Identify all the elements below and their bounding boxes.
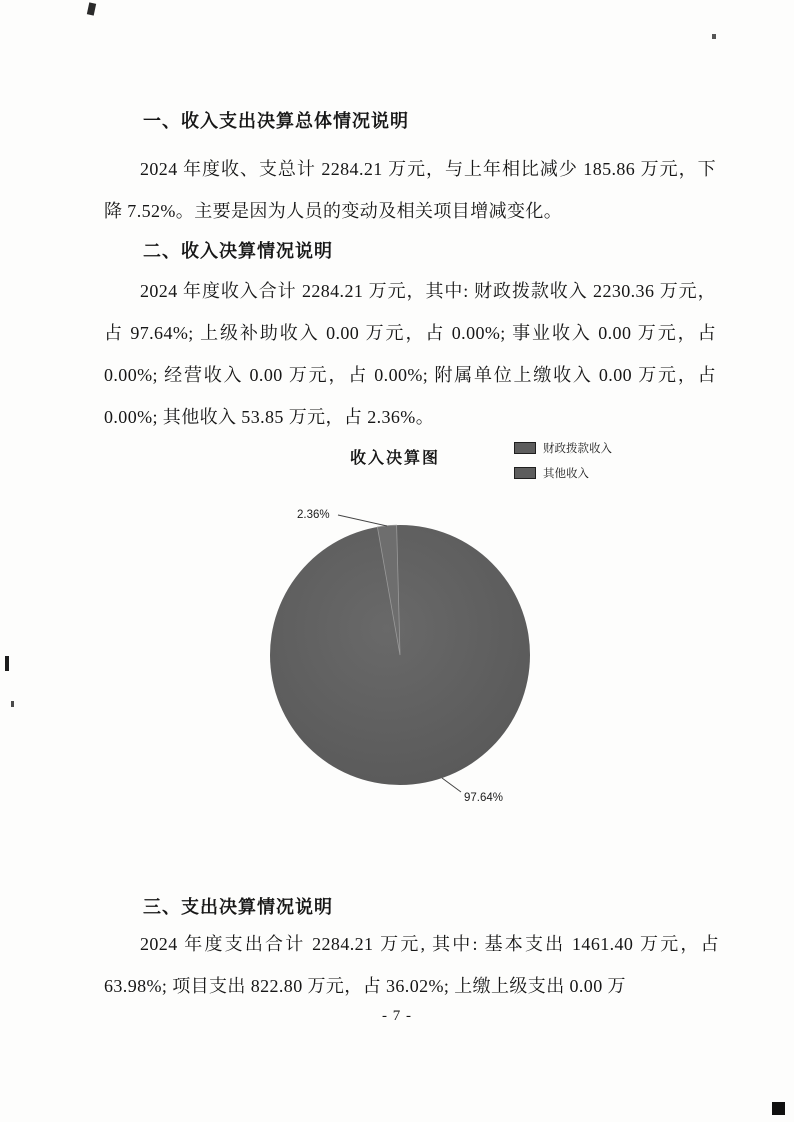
section-3-paragraph: 2024 年度支出合计 2284.21 万元, 其中: 基本支出 1461.40 万元，占 63.98%; 项目支出 822.80 万元，占 36.02%; 上缴上级支出 0.00 万 [104,934,719,996]
chart-title: 收入决算图 [350,450,441,467]
scan-artifact-right-edge [712,34,716,39]
section-2-paragraph: 2024 年度收入合计 2284.21 万元，其中: 财政拨款收入 2230.36 万元，占 97.64%; 上级补助收入 0.00 万元，占 0.00%; 事业收入 0.00 万元，占 0.00%; 经营收入 0.00 万元，占 0.00%; 附属单位上缴收入 0.00 万元，占 0.00%; 其他收入 53.85 万元，占 2.36%。 [104,281,716,427]
leader-line-finance-income [442,778,461,792]
pie-label-finance-income-pct: 97.64% [464,792,504,804]
legend-label-other-income: 其他收入 [543,468,589,480]
scan-artifact-left-edge-1 [5,656,9,671]
legend-item-finance-income [514,440,612,456]
income-pie-chart [230,470,590,830]
section-1-paragraph: 2024 年度收、支总计 2284.21 万元，与上年相比减少 185.86 万元，下降 7.52%。主要是因为人员的变动及相关项目增减变化。 [104,159,716,221]
legend-label-finance-income: 财政拨款收入 [543,443,612,455]
page-number: - 7 - [382,1008,412,1024]
section-3-heading: 三、支出决算情况说明 [143,897,333,917]
leader-line-other-income [338,515,387,526]
legend-swatch-finance-income [514,442,536,454]
scan-artifact-bottom-right [772,1102,785,1115]
pie-label-other-income-pct: 2.36% [297,509,330,521]
scan-artifact-top-left [87,2,96,15]
section-1-heading: 一、收入支出决算总体情况说明 [143,111,409,131]
section-2-heading: 二、收入决算情况说明 [143,241,333,261]
scan-artifact-left-edge-2 [11,701,14,707]
